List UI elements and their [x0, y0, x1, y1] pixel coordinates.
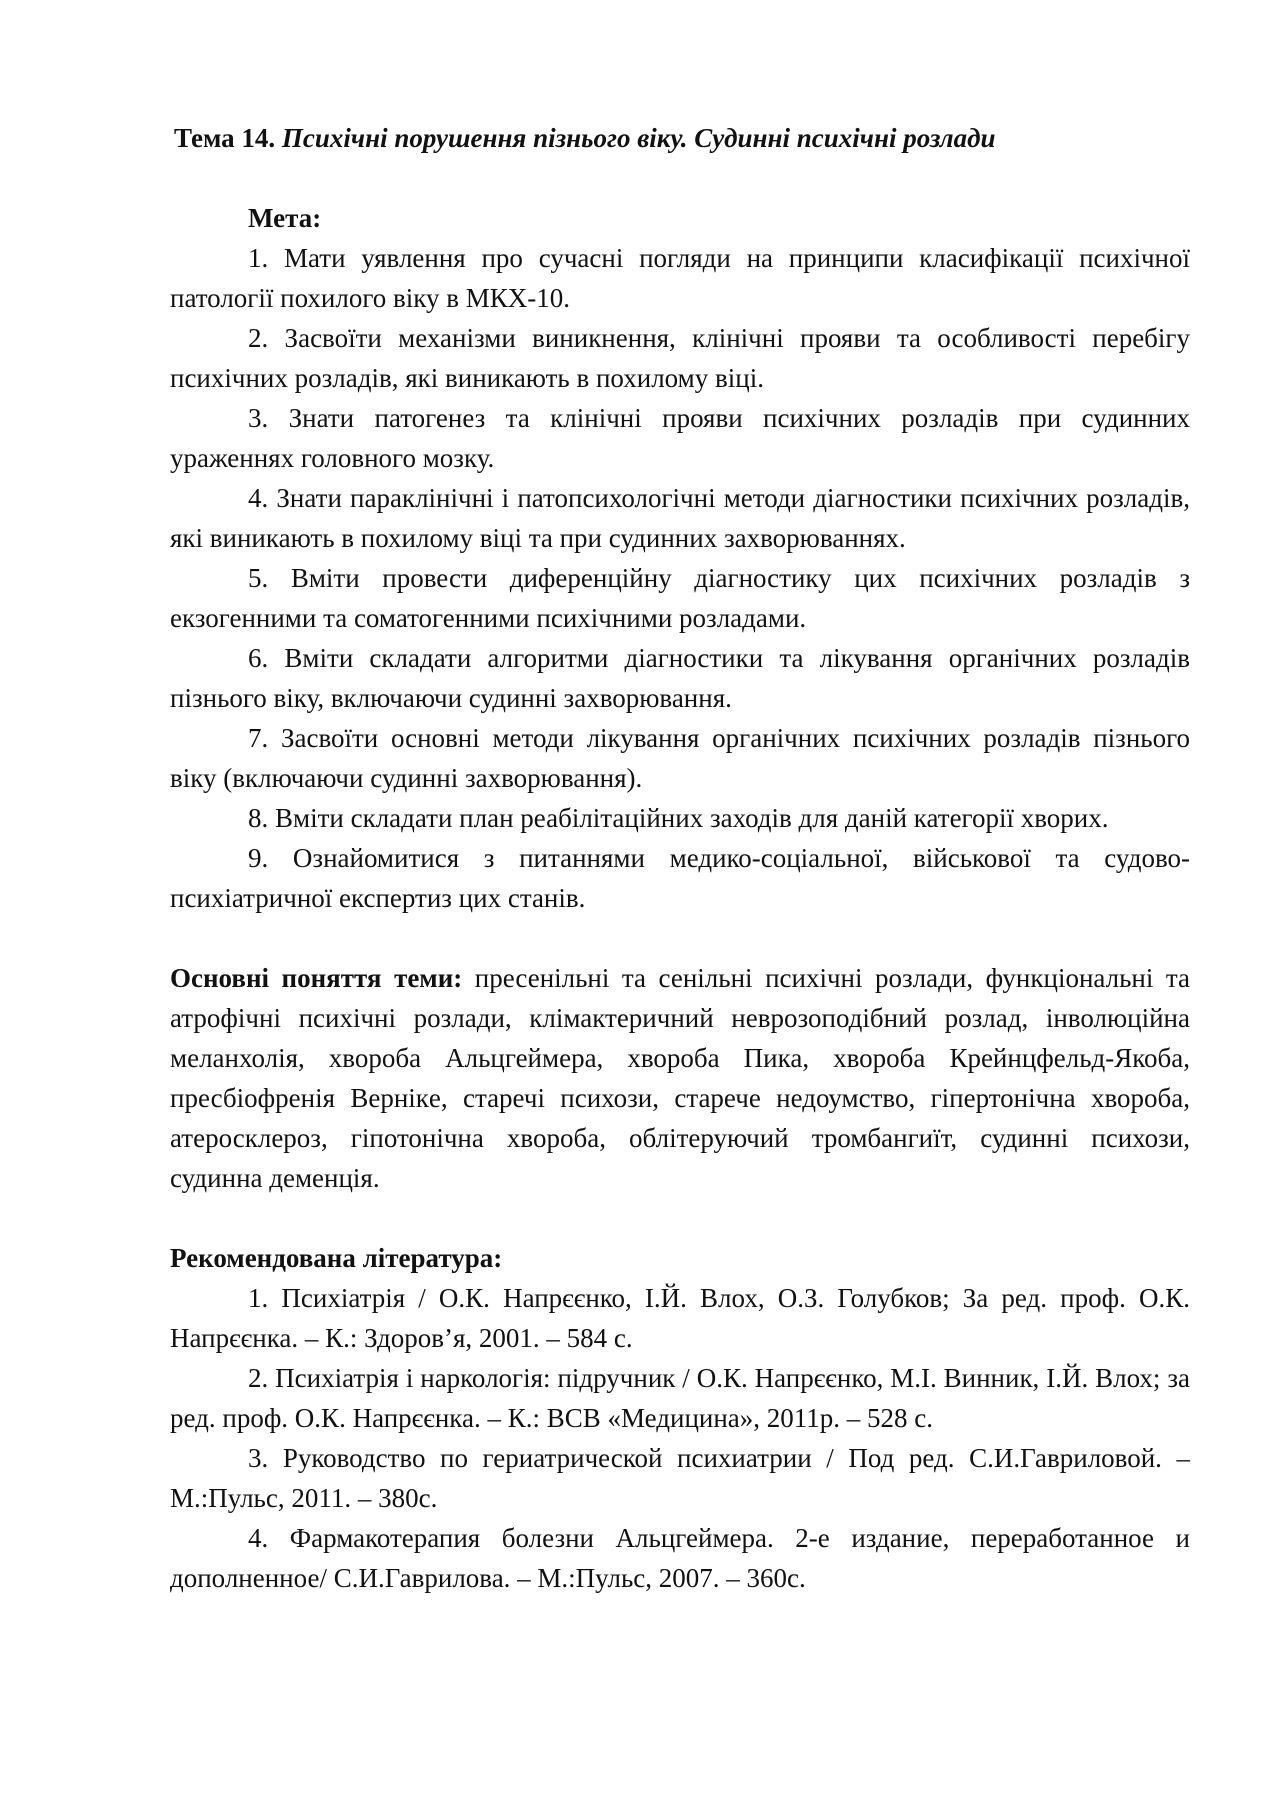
- literature-item-2: 2. Психіатрія і наркологія: підручник / О.К. Напрєєнко, М.І. Винник, І.Й. Влох; за ред. проф. О.К. Напрєєнка. – К.: ВСВ «Медицина», 2011р. – 528 с.: [170, 1363, 1190, 1433]
- goal-item-9: 9. Ознайомитися з питаннями медико-соціальної, військової та судово-психіатричної експертиз цих станів.: [170, 843, 1190, 913]
- literature-heading: Рекомендована література:: [170, 1243, 503, 1273]
- literature-item-3: 3. Руководство по гериатрической психиатрии / Под ред. С.И.Гавриловой. – М.:Пульс, 2011. – 380с.: [170, 1443, 1190, 1513]
- goal-item-5: 5. Вміти провести диференційну діагностику цих психічних розладів з екзогенними та соматогенними психічними розладами.: [170, 563, 1190, 633]
- goal-item-7: 7. Засвоїти основні методи лікування органічних психічних розладів пізнього віку (включаючи судинні захворювання).: [170, 723, 1190, 793]
- goal-item-2: 2. Засвоїти механізми виникнення, клінічні прояви та особливості перебігу психічних розладів, які виникають в похилому віці.: [170, 323, 1190, 393]
- goal-item-4: 4. Знати параклінічні і патопсихологічні методи діагностики психічних розладів, які виникають в похилому віці та при судинних захворюваннях.: [170, 483, 1190, 553]
- literature-item-1: 1. Психіатрія / О.К. Напрєєнко, І.Й. Влох, О.З. Голубков; За ред. проф. О.К. Напрєєнка. – К.: Здоров’я, 2001. – 584 с.: [170, 1283, 1190, 1353]
- key-concepts-text: пресенільні та сенільні психічні розлади, функціональні та атрофічні психічні розлади, клімактеричний неврозоподібний розлад, інволюційна меланхолія, хвороба Альцгеймера, хвороба Пика, хвороба Крейнцфельд-Якоба, пресбіофренія Вернікe, старечі психози, старече недоумство, гіпертонічна хвороба, атеросклероз, гіпотонічна хвороба, облітеруючий тромбангиїт, судинні психози, судинна деменція.: [170, 963, 1190, 1193]
- key-concepts-paragraph: [170, 958, 1190, 1198]
- literature-item-4: 4. Фармакотерапия болезни Альцгеймера. 2-е издание, переработанное и дополненное/ С.И.Гаврилова. – М.:Пульс, 2007. – 360с.: [170, 1523, 1190, 1593]
- title-prefix: Тема 14.: [174, 123, 282, 153]
- goals-heading: Мета:: [248, 203, 322, 233]
- goal-item-1: 1. Мати уявлення про сучасні погляди на принципи класифікації психічної патології похилого віку в МКХ-10.: [170, 243, 1190, 313]
- goal-item-6: 6. Вміти складати алгоритми діагностики та лікування органічних розладів пізнього віку, включаючи судинні захворювання.: [170, 643, 1190, 713]
- goal-item-3: 3. Знати патогенез та клінічні прояви психічних розладів при судинних ураженнях головного мозку.: [170, 403, 1190, 473]
- key-concepts-label: Основні поняття теми:: [170, 963, 463, 993]
- page-title: [174, 118, 1190, 158]
- goal-item-8: 8. Вміти складати план реабілітаційних заходів для даній категорії хворих.: [248, 803, 1109, 833]
- title-topic: Психічні порушення пізнього віку. Судинні психічні розлади: [281, 123, 996, 153]
